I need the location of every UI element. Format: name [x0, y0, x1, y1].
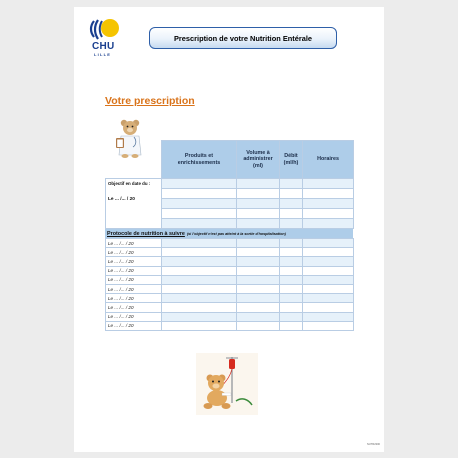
protocol-row-cell[interactable] — [237, 239, 280, 248]
header-products: Produits et enrichissements — [162, 141, 237, 179]
reference-code: NUTR2300 — [367, 443, 380, 446]
protocol-row-cell[interactable] — [280, 257, 303, 266]
chu-lille-logo — [88, 17, 124, 59]
protocol-row-cell[interactable] — [237, 284, 280, 293]
protocol-row — [106, 294, 354, 303]
prescription-table — [105, 140, 354, 229]
header-schedule: Horaires — [303, 141, 354, 179]
protocol-row-cell[interactable] — [237, 312, 280, 321]
protocol-row-cell[interactable] — [162, 312, 237, 321]
protocol-row-cell[interactable] — [162, 321, 237, 330]
section-heading: Votre prescription — [105, 95, 195, 107]
protocol-row-date[interactable]: Le ... /... / 20 — [106, 266, 162, 275]
protocol-row-cell[interactable] — [303, 303, 354, 312]
protocol-row-cell[interactable] — [303, 275, 354, 284]
protocol-table — [105, 238, 354, 331]
protocol-row-cell[interactable] — [303, 248, 354, 257]
table-row — [106, 179, 354, 189]
protocol-row — [106, 312, 354, 321]
prescription-page — [74, 7, 384, 452]
protocol-row-cell[interactable] — [280, 275, 303, 284]
protocol-row — [106, 248, 354, 257]
protocol-row-cell[interactable] — [303, 284, 354, 293]
protocol-row-cell[interactable] — [162, 239, 237, 248]
protocol-row — [106, 321, 354, 330]
protocol-row — [106, 284, 354, 293]
header-rate: Débit (ml/h) — [280, 141, 303, 179]
protocol-row-cell[interactable] — [237, 266, 280, 275]
protocol-row-cell[interactable] — [303, 257, 354, 266]
protocol-row-cell[interactable] — [303, 294, 354, 303]
protocol-row-date[interactable]: Le ... /... / 20 — [106, 284, 162, 293]
protocol-row — [106, 303, 354, 312]
logo-name: CHU — [92, 41, 115, 52]
protocol-row-date[interactable]: Le ... /... / 20 — [106, 239, 162, 248]
page-title: Prescription de votre Nutrition Entérale — [174, 33, 312, 43]
teddy-bear-with-iv-drip-icon — [196, 353, 258, 415]
logo-city: LILLE — [94, 52, 112, 57]
protocol-row-cell[interactable] — [280, 312, 303, 321]
protocol-row-cell[interactable] — [303, 266, 354, 275]
protocol-row-cell[interactable] — [237, 275, 280, 284]
protocol-row-date[interactable]: Le ... /... / 20 — [106, 321, 162, 330]
header-volume: Volume à administrer (ml) — [237, 141, 280, 179]
objective-cell[interactable] — [106, 179, 162, 229]
protocol-row-cell[interactable] — [280, 266, 303, 275]
protocol-row-cell[interactable] — [280, 284, 303, 293]
objective-label: Objectif en date du : — [108, 181, 151, 186]
protocol-row-cell[interactable] — [237, 303, 280, 312]
protocol-row-cell[interactable] — [280, 321, 303, 330]
protocol-row-cell[interactable] — [162, 248, 237, 257]
chu-lille-logo-icon — [88, 17, 124, 43]
title-banner — [149, 27, 337, 49]
protocol-row-cell[interactable] — [303, 239, 354, 248]
protocol-row-cell[interactable] — [162, 257, 237, 266]
protocol-row — [106, 239, 354, 248]
header-corner — [106, 141, 162, 179]
protocol-row-cell[interactable] — [303, 312, 354, 321]
protocol-row-date[interactable]: Le ... /... / 20 — [106, 312, 162, 321]
protocol-row-cell[interactable] — [303, 321, 354, 330]
protocol-row-date[interactable]: Le ... /... / 20 — [106, 257, 162, 266]
protocol-row-cell[interactable] — [280, 294, 303, 303]
protocol-row-cell[interactable] — [162, 275, 237, 284]
protocol-row-cell[interactable] — [237, 321, 280, 330]
protocol-note: (si l'objectif n'est pas atteint à la sortie d'hospitalisation) — [186, 231, 286, 236]
protocol-title: Protocole de nutrition à suivre — [107, 230, 185, 237]
protocol-row-cell[interactable] — [237, 248, 280, 257]
protocol-row — [106, 275, 354, 284]
protocol-row-date[interactable]: Le ... /... / 20 — [106, 275, 162, 284]
protocol-row-cell[interactable] — [280, 303, 303, 312]
protocol-row — [106, 266, 354, 275]
protocol-header — [105, 229, 353, 238]
table-header-row — [106, 141, 354, 179]
protocol-row-date[interactable]: Le ... /... / 20 — [106, 294, 162, 303]
protocol-row-cell[interactable] — [237, 294, 280, 303]
protocol-row-cell[interactable] — [237, 257, 280, 266]
protocol-row-date[interactable]: Le ... /... / 20 — [106, 248, 162, 257]
protocol-row-cell[interactable] — [280, 239, 303, 248]
protocol-row-cell[interactable] — [162, 284, 237, 293]
protocol-row — [106, 257, 354, 266]
protocol-row-cell[interactable] — [162, 303, 237, 312]
protocol-row-cell[interactable] — [162, 294, 237, 303]
protocol-row-cell[interactable] — [280, 248, 303, 257]
protocol-row-cell[interactable] — [162, 266, 237, 275]
objective-date: Le ... /... / 20 — [108, 197, 135, 202]
protocol-row-date[interactable]: Le ... /... / 20 — [106, 303, 162, 312]
